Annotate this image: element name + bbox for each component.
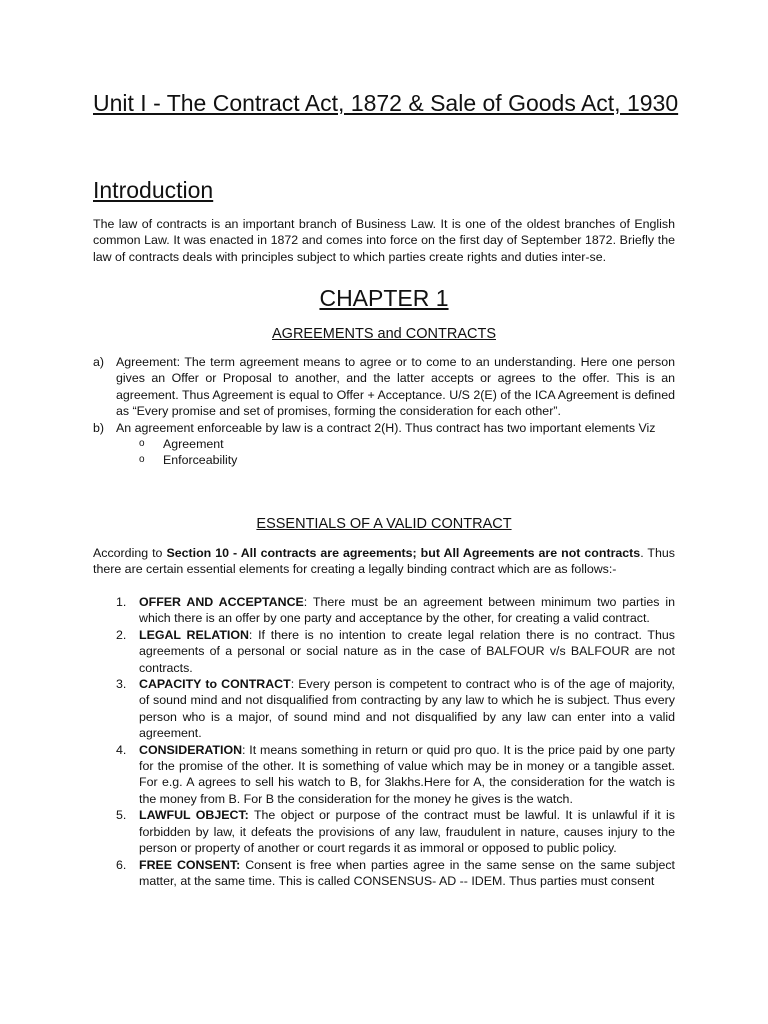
essential-item	[93, 676, 675, 742]
essential-item	[93, 857, 675, 890]
essential-item	[93, 627, 675, 676]
list-number: 3.	[116, 677, 127, 692]
list-marker: b)	[93, 420, 105, 435]
list-item-text: An agreement enforceable by law is a contract 2(H). Thus contract has two important elements Viz	[116, 420, 656, 435]
agreements-heading: AGREEMENTS and CONTRACTS	[272, 326, 496, 342]
unit-title: Unit I - The Contract Act, 1872 & Sale of Goods Act, 1930	[93, 90, 679, 116]
introduction-heading: Introduction	[93, 177, 214, 203]
essential-item	[93, 594, 675, 627]
essential-item	[93, 807, 675, 856]
essential-item	[93, 742, 675, 808]
bullet-marker: o	[139, 454, 145, 466]
list-number: 4.	[116, 742, 127, 757]
agreement-list-item	[93, 354, 675, 420]
list-marker: a)	[93, 355, 105, 369]
list-number: 6.	[116, 857, 127, 872]
contract-elements-list	[93, 436, 675, 469]
essential-term: OFFER AND ACCEPTANCE	[139, 595, 304, 609]
sub-bullet-item	[93, 452, 675, 468]
section-10-emphasis: Section 10 - All contracts are agreements; but All Agreements are not contracts	[166, 546, 641, 560]
paragraph-text: According to	[93, 546, 167, 560]
essential-term: FREE CONSENT:	[139, 857, 241, 872]
essential-text: : There must be an agreement between minimum two parties in which there is an offer by one party and acceptance by the other, for creating a valid contract.	[139, 595, 675, 626]
list-number: 2.	[116, 627, 127, 642]
essential-term: LAWFUL OBJECT:	[139, 808, 249, 823]
paragraph-text: . Thus there are certain essential elements for creating a legally binding contract which are as follows:-	[93, 546, 675, 577]
agreement-list	[93, 354, 675, 469]
essential-text: : Every person is competent to contract who is of the age of majority, of sound mind and not disqualified from contracting by any law to which he is subject. Thus every person who is a major, of sound mind and not disqualified by any law can enter into a valid agreement.	[139, 677, 675, 741]
essential-term: CAPACITY to CONTRACT	[139, 677, 291, 692]
sub-bullet-text: Enforceability	[163, 453, 238, 468]
list-number: 5.	[116, 808, 127, 823]
essential-term: CONSIDERATION	[139, 742, 243, 757]
bullet-marker: o	[139, 438, 145, 450]
essentials-heading: ESSENTIALS OF A VALID CONTRACT	[256, 516, 512, 532]
essential-text: : If there is no intention to create legal relation there is no contract. Thus agreements of a personal or social nature as in the case of BALFOUR v/s BALFOUR are not contracts.	[139, 627, 675, 675]
list-item-text: Agreement: The term agreement means to agree or to come to an understanding. Here one person gives an Offer or Proposal to another, and the latter accepts or agrees to the offer. This is an agreement. Thus Agreement is equal to Offer + Acceptance. U/S 2(E) of the ICA Agreement is defined as “Every promise and set of promises, forming the consideration for each other”.	[116, 355, 675, 419]
list-number: 1.	[116, 595, 127, 609]
essential-text: The object or purpose of the contract must be lawful. It is unlawful if it is forbidden by law, it defeats the provisions of any law, fraudulent in nature, causes injury to the person or property of another or court regards it as immoral or opposed to public policy.	[139, 808, 675, 856]
essentials-list	[93, 594, 675, 889]
sub-bullet-item	[93, 436, 675, 452]
agreement-list-item	[93, 420, 675, 436]
section-10-paragraph	[93, 545, 675, 578]
introduction-paragraph: The law of contracts is an important branch of Business Law. It is one of the oldest branches of English common Law. It was enacted in 1872 and comes into force on the first day of September 1872. Briefly the law of contracts deals with principles subject to which parties create rights and duties inter-se.	[93, 217, 675, 264]
essential-term: LEGAL RELATION	[139, 627, 249, 642]
essential-text: : It means something in return or quid pro quo. It is the price paid by one party for the promise of the other. It is something of value which may be in money or a tangible asset. For e.g. A agrees to sell his watch to B, for 3lakhs.Here for A, the consideration for the watch is the money from B. For B the consideration for the money he gives is the watch.	[139, 742, 675, 806]
sub-bullet-text: Agreement	[163, 437, 224, 452]
essential-text: Consent is free when parties agree in the same sense on the same subject matter, at the same time. This is called CONSENSUS- AD -- IDEM. Thus parties must consent	[139, 857, 675, 888]
chapter-title: CHAPTER 1	[319, 285, 449, 311]
